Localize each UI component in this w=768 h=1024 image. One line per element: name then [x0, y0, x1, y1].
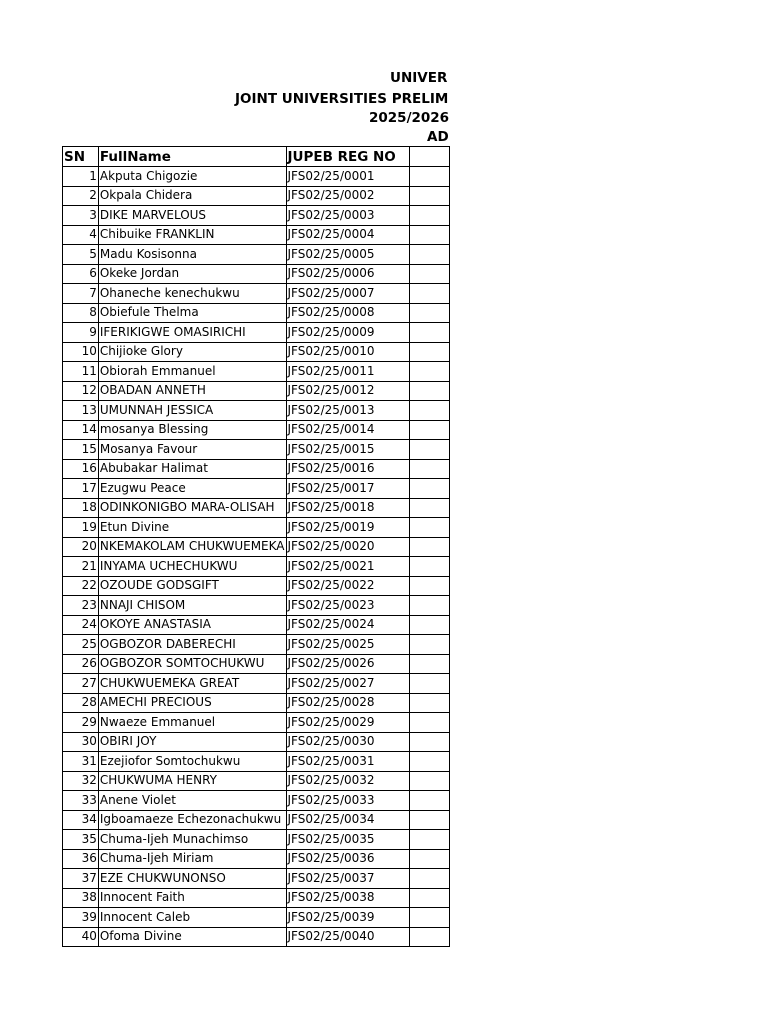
cell-reg-no: JFS02/25/0005	[286, 245, 409, 265]
cell-reg-no: JFS02/25/0013	[286, 401, 409, 421]
cell-reg-no: JFS02/25/0009	[286, 323, 409, 343]
cell-reg-no: JFS02/25/0008	[286, 303, 409, 323]
cell-sn: 5	[63, 245, 99, 265]
table-row	[63, 849, 450, 869]
cell-sn: 32	[63, 771, 99, 791]
cell-sn: 21	[63, 557, 99, 577]
cell-fullname: Chibuike FRANKLIN	[98, 225, 286, 245]
cell-reg-no: JFS02/25/0032	[286, 771, 409, 791]
table-row	[63, 732, 450, 752]
cell-fullname: Obiorah Emmanuel	[98, 362, 286, 382]
cell-cut-off	[409, 167, 449, 187]
cell-cut-off	[409, 908, 449, 928]
cell-fullname: OBADAN ANNETH	[98, 381, 286, 401]
cell-sn: 35	[63, 830, 99, 850]
cell-reg-no: JFS02/25/0017	[286, 479, 409, 499]
cell-sn: 30	[63, 732, 99, 752]
cell-sn: 28	[63, 693, 99, 713]
cell-sn: 7	[63, 284, 99, 304]
cell-reg-no: JFS02/25/0033	[286, 791, 409, 811]
cell-sn: 18	[63, 498, 99, 518]
column-header-fullname: FullName	[98, 147, 286, 167]
cell-sn: 15	[63, 440, 99, 460]
table-row	[63, 440, 450, 460]
table-header-row	[63, 147, 450, 167]
cell-fullname: Igboamaeze Echezonachukwu	[98, 810, 286, 830]
cell-cut-off	[409, 732, 449, 752]
table-row	[63, 323, 450, 343]
cell-fullname: Chuma-Ijeh Munachimso	[98, 830, 286, 850]
cell-sn: 27	[63, 674, 99, 694]
cell-cut-off	[409, 810, 449, 830]
cell-reg-no: JFS02/25/0038	[286, 888, 409, 908]
cell-fullname: OGBOZOR SOMTOCHUKWU	[98, 654, 286, 674]
table-row	[63, 498, 450, 518]
cell-cut-off	[409, 420, 449, 440]
cell-fullname: Chuma-Ijeh Miriam	[98, 849, 286, 869]
cell-fullname: OZOUDE GODSGIFT	[98, 576, 286, 596]
cell-sn: 1	[63, 167, 99, 187]
cell-cut-off	[409, 635, 449, 655]
cell-reg-no: JFS02/25/0022	[286, 576, 409, 596]
cell-fullname: Abubakar Halimat	[98, 459, 286, 479]
cell-fullname: Anene Violet	[98, 791, 286, 811]
table-row	[63, 615, 450, 635]
cell-cut-off	[409, 459, 449, 479]
cell-fullname: Ezugwu Peace	[98, 479, 286, 499]
header-line-3: 2025/2026	[369, 110, 450, 126]
cell-cut-off	[409, 576, 449, 596]
cell-sn: 4	[63, 225, 99, 245]
table-row	[63, 869, 450, 889]
cell-reg-no: JFS02/25/0003	[286, 206, 409, 226]
cell-cut-off	[409, 518, 449, 538]
table-row	[63, 381, 450, 401]
table-row	[63, 752, 450, 772]
cell-cut-off	[409, 264, 449, 284]
table-row	[63, 927, 450, 947]
cell-sn: 34	[63, 810, 99, 830]
cell-fullname: Mosanya Favour	[98, 440, 286, 460]
cell-cut-off	[409, 498, 449, 518]
cell-fullname: NNAJI CHISOM	[98, 596, 286, 616]
cell-fullname: Akputa Chigozie	[98, 167, 286, 187]
cell-sn: 36	[63, 849, 99, 869]
cell-fullname: mosanya Blessing	[98, 420, 286, 440]
cell-cut-off	[409, 771, 449, 791]
cell-sn: 25	[63, 635, 99, 655]
cell-sn: 20	[63, 537, 99, 557]
cell-reg-no: JFS02/25/0016	[286, 459, 409, 479]
cell-reg-no: JFS02/25/0010	[286, 342, 409, 362]
cell-reg-no: JFS02/25/0025	[286, 635, 409, 655]
cell-fullname: Nwaeze Emmanuel	[98, 713, 286, 733]
cell-sn: 16	[63, 459, 99, 479]
cell-reg-no: JFS02/25/0027	[286, 674, 409, 694]
cell-cut-off	[409, 537, 449, 557]
cell-reg-no: JFS02/25/0006	[286, 264, 409, 284]
cell-fullname: Ezejiofor Somtochukwu	[98, 752, 286, 772]
cell-fullname: EZE CHUKWUNONSO	[98, 869, 286, 889]
table-row	[63, 713, 450, 733]
table-row	[63, 771, 450, 791]
table-row	[63, 401, 450, 421]
cell-cut-off	[409, 401, 449, 421]
cell-cut-off	[409, 323, 449, 343]
table-row	[63, 362, 450, 382]
cell-sn: 13	[63, 401, 99, 421]
cell-cut-off	[409, 362, 449, 382]
cell-sn: 24	[63, 615, 99, 635]
cell-fullname: Madu Kosisonna	[98, 245, 286, 265]
table-row	[63, 674, 450, 694]
cell-cut-off	[409, 927, 449, 947]
table-row	[63, 537, 450, 557]
cell-reg-no: JFS02/25/0039	[286, 908, 409, 928]
cell-fullname: OKOYE ANASTASIA	[98, 615, 286, 635]
cell-sn: 37	[63, 869, 99, 889]
cell-fullname: CHUKWUMA HENRY	[98, 771, 286, 791]
cell-reg-no: JFS02/25/0036	[286, 849, 409, 869]
table-row	[63, 635, 450, 655]
cell-sn: 26	[63, 654, 99, 674]
cell-cut-off	[409, 888, 449, 908]
cell-sn: 38	[63, 888, 99, 908]
cell-sn: 31	[63, 752, 99, 772]
table-row	[63, 303, 450, 323]
cell-reg-no: JFS02/25/0020	[286, 537, 409, 557]
table-row	[63, 810, 450, 830]
cell-sn: 9	[63, 323, 99, 343]
cell-sn: 11	[63, 362, 99, 382]
cell-cut-off	[409, 674, 449, 694]
cell-cut-off	[409, 225, 449, 245]
table-row	[63, 693, 450, 713]
cell-sn: 2	[63, 186, 99, 206]
cell-cut-off	[409, 869, 449, 889]
cell-fullname: CHUKWUEMEKA GREAT	[98, 674, 286, 694]
table-row	[63, 284, 450, 304]
header-line-1: UNIVER	[390, 70, 448, 86]
cell-cut-off	[409, 186, 449, 206]
cell-reg-no: JFS02/25/0029	[286, 713, 409, 733]
cell-sn: 8	[63, 303, 99, 323]
cell-cut-off	[409, 849, 449, 869]
cell-reg-no: JFS02/25/0023	[286, 596, 409, 616]
cell-reg-no: JFS02/25/0018	[286, 498, 409, 518]
cell-reg-no: JFS02/25/0015	[286, 440, 409, 460]
cell-sn: 19	[63, 518, 99, 538]
cell-sn: 29	[63, 713, 99, 733]
cell-reg-no: JFS02/25/0004	[286, 225, 409, 245]
column-header-cut-off	[409, 147, 449, 167]
cell-cut-off	[409, 596, 449, 616]
cell-cut-off	[409, 615, 449, 635]
table-row	[63, 908, 450, 928]
cell-reg-no: JFS02/25/0011	[286, 362, 409, 382]
cell-fullname: ODINKONIGBO MARA-OLISAH	[98, 498, 286, 518]
cell-fullname: Ofoma Divine	[98, 927, 286, 947]
cell-reg-no: JFS02/25/0031	[286, 752, 409, 772]
header-line-2: JOINT UNIVERSITIES PRELIM	[235, 91, 449, 107]
header-line-4: AD	[427, 129, 449, 145]
table-row	[63, 186, 450, 206]
cell-reg-no: JFS02/25/0026	[286, 654, 409, 674]
table-row	[63, 518, 450, 538]
cell-cut-off	[409, 713, 449, 733]
cell-reg-no: JFS02/25/0035	[286, 830, 409, 850]
cell-fullname: Innocent Caleb	[98, 908, 286, 928]
cell-fullname: Innocent Faith	[98, 888, 286, 908]
table-row	[63, 167, 450, 187]
cell-cut-off	[409, 381, 449, 401]
cell-reg-no: JFS02/25/0019	[286, 518, 409, 538]
cell-fullname: AMECHI PRECIOUS	[98, 693, 286, 713]
cell-reg-no: JFS02/25/0002	[286, 186, 409, 206]
cell-cut-off	[409, 303, 449, 323]
cell-cut-off	[409, 654, 449, 674]
column-header-reg-no: JUPEB REG NO	[286, 147, 409, 167]
cell-sn: 3	[63, 206, 99, 226]
cell-fullname: Etun Divine	[98, 518, 286, 538]
cell-fullname: DIKE MARVELOUS	[98, 206, 286, 226]
cell-sn: 23	[63, 596, 99, 616]
table-row	[63, 557, 450, 577]
cell-sn: 12	[63, 381, 99, 401]
cell-fullname: Okeke Jordan	[98, 264, 286, 284]
table-row	[63, 791, 450, 811]
cell-cut-off	[409, 245, 449, 265]
table-row	[63, 225, 450, 245]
table-row	[63, 206, 450, 226]
table-row	[63, 479, 450, 499]
cell-fullname: Okpala Chidera	[98, 186, 286, 206]
cell-fullname: NKEMAKOLAM CHUKWUEMEKA	[98, 537, 286, 557]
table-body	[63, 167, 450, 947]
cell-cut-off	[409, 479, 449, 499]
cell-cut-off	[409, 791, 449, 811]
cell-reg-no: JFS02/25/0034	[286, 810, 409, 830]
cell-fullname: IFERIKIGWE OMASIRICHI	[98, 323, 286, 343]
cell-cut-off	[409, 440, 449, 460]
table-row	[63, 459, 450, 479]
cell-sn: 33	[63, 791, 99, 811]
cell-sn: 6	[63, 264, 99, 284]
table-row	[63, 830, 450, 850]
table-row	[63, 420, 450, 440]
cell-cut-off	[409, 752, 449, 772]
table-row	[63, 342, 450, 362]
cell-fullname: Obiefule Thelma	[98, 303, 286, 323]
cell-reg-no: JFS02/25/0012	[286, 381, 409, 401]
cell-fullname: Chijioke Glory	[98, 342, 286, 362]
table-row	[63, 888, 450, 908]
cell-reg-no: JFS02/25/0040	[286, 927, 409, 947]
column-header-sn: SN	[63, 147, 99, 167]
cell-sn: 14	[63, 420, 99, 440]
cell-fullname: OGBOZOR DABERECHI	[98, 635, 286, 655]
cell-reg-no: JFS02/25/0028	[286, 693, 409, 713]
cell-fullname: INYAMA UCHECHUKWU	[98, 557, 286, 577]
cell-reg-no: JFS02/25/0037	[286, 869, 409, 889]
cell-reg-no: JFS02/25/0024	[286, 615, 409, 635]
table-row	[63, 264, 450, 284]
cell-cut-off	[409, 830, 449, 850]
table-row	[63, 245, 450, 265]
cell-cut-off	[409, 284, 449, 304]
cell-cut-off	[409, 342, 449, 362]
cell-cut-off	[409, 206, 449, 226]
cell-fullname: OBIRI JOY	[98, 732, 286, 752]
cell-cut-off	[409, 693, 449, 713]
cell-cut-off	[409, 557, 449, 577]
table-row	[63, 576, 450, 596]
cell-sn: 10	[63, 342, 99, 362]
cell-sn: 39	[63, 908, 99, 928]
cell-sn: 17	[63, 479, 99, 499]
student-list-table	[62, 146, 450, 947]
cell-sn: 40	[63, 927, 99, 947]
cell-reg-no: JFS02/25/0007	[286, 284, 409, 304]
cell-sn: 22	[63, 576, 99, 596]
cell-reg-no: JFS02/25/0021	[286, 557, 409, 577]
cell-reg-no: JFS02/25/0030	[286, 732, 409, 752]
cell-reg-no: JFS02/25/0014	[286, 420, 409, 440]
cell-fullname: Ohaneche kenechukwu	[98, 284, 286, 304]
cell-fullname: UMUNNAH JESSICA	[98, 401, 286, 421]
table-row	[63, 596, 450, 616]
table-row	[63, 654, 450, 674]
cell-reg-no: JFS02/25/0001	[286, 167, 409, 187]
